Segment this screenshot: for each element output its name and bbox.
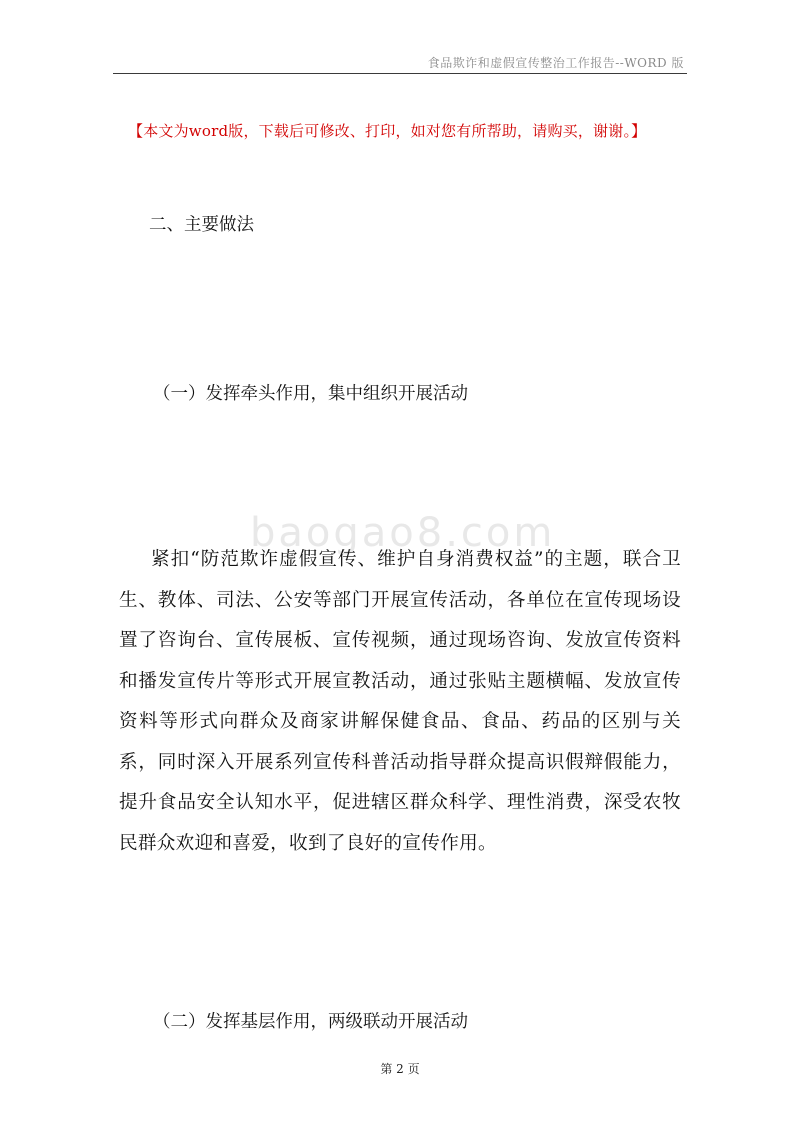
subsection-heading-1: （一）发挥牵头作用，集中组织开展活动 xyxy=(153,384,468,404)
subsection-heading-2: （二）发挥基层作用，两级联动开展活动 xyxy=(153,1012,468,1032)
body-paragraph: 紧扣“防范欺诈虚假宣传、维护自身消费权益”的主题，联合卫生、教体、司法、公安等部门开展宣传活动，各单位在宣传现场设置了咨询台、宣传展板、宣传视频，通过现场咨询、发放宣传资料和播发宣传片等形式开展宣教活动，通过张贴主题横幅、发放宣传资料等形式向群众及商家讲解保健食品、食品、药品的区别与关系，同时深入开展系列宣传科普活动指导群众提高识假辩假能力，提升食品安全认知水平，促进辖区群众科学、理性消费，深受农牧民群众欢迎和喜爱，收到了良好的宣传作用。 xyxy=(119,549,681,854)
watermark: baogao8.com xyxy=(250,510,556,556)
running-header: 食品欺诈和虚假宣传整治工作报告--WORD 版 xyxy=(427,56,684,70)
header-divider xyxy=(113,73,687,74)
page-number: 第 2 页 xyxy=(380,1062,420,1076)
purchase-notice: 【本文为word版，下载后可修改、打印，如对您有所帮助，请购买，谢谢。】 xyxy=(128,122,647,140)
section-heading: 二、主要做法 xyxy=(149,215,254,235)
